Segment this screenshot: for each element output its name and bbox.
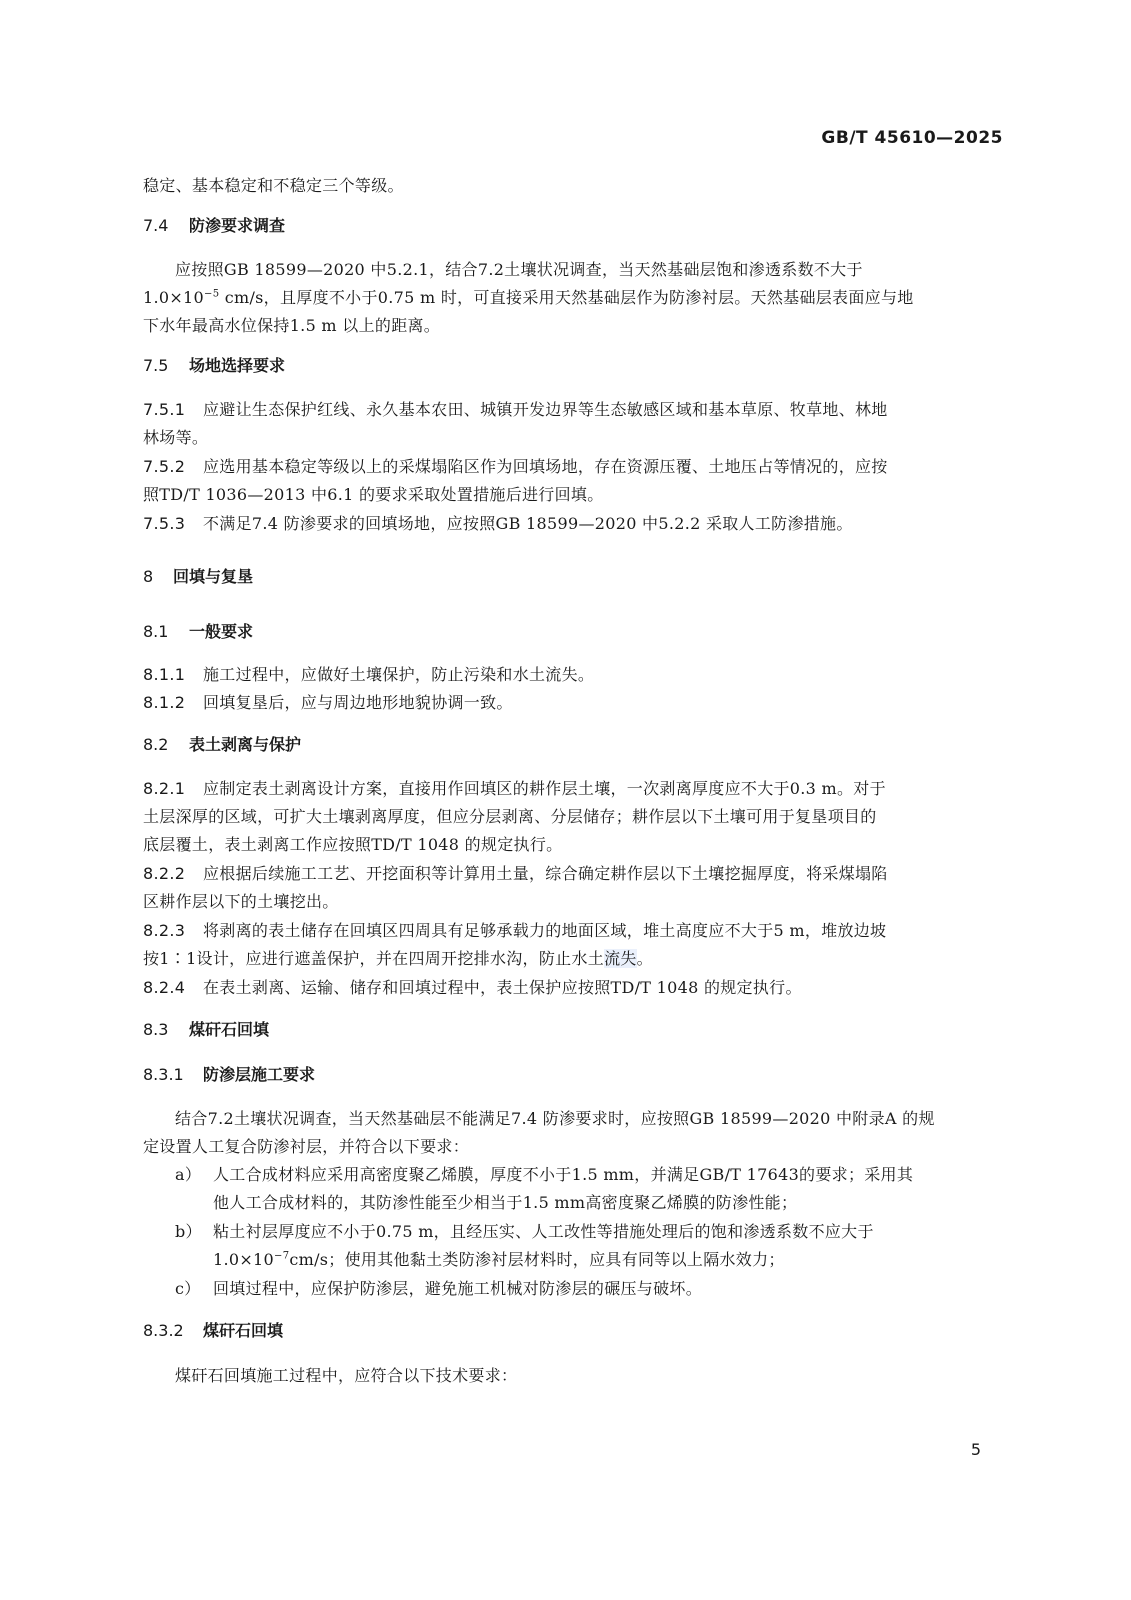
chapter-title: 回填与复垦 — [173, 567, 254, 586]
section-8-3-heading — [143, 1016, 269, 1044]
section-title: 一般要求 — [189, 622, 254, 641]
continued-paragraph: 稳定、基本稳定和不稳定三个等级。 — [143, 176, 404, 195]
paragraph-line: 应按照GB 18599—2020 中5.2.1，结合7.2土壤状况调查，当天然基础层饱和渗透系数不大于 — [175, 260, 863, 279]
section-8-3-2-heading — [143, 1317, 283, 1345]
paragraph-line: 底层覆土，表土剥离工作应按照TD/T 1048 的规定执行。 — [143, 835, 563, 854]
section-title: 煤矸石回填 — [203, 1321, 284, 1340]
section-number: 7.4 — [143, 216, 169, 235]
section-title: 防渗层施工要求 — [203, 1065, 316, 1084]
paragraph-line: 土层深厚的区域，可扩大土壤剥离厚度，但应分层剥离、分层储存；耕作层以下土壤可用于复垦项目的 — [143, 807, 877, 826]
list-item-c: c） 回填过程中，应保护防渗层，避免施工机械对防渗层的碾压与破坏。 — [175, 1279, 703, 1298]
paragraph-line: 定设置人工复合防渗衬层，并符合以下要求： — [143, 1137, 470, 1156]
section-title: 表土剥离与保护 — [189, 735, 302, 754]
section-title: 防渗要求调查 — [189, 216, 286, 235]
paragraph-line: $1.0\times 10^{-5}$ cm/s，且厚度不小于0.75 m 时，可直接采用天然基础层作为防渗衬层。天然基础层表面应与地 — [143, 288, 914, 307]
section-title: 煤矸石回填 — [189, 1020, 270, 1039]
paragraph-line: $1.0\times 10^{-7}cm/s$；使用其他黏土类防渗衬层材料时，应具有同等以上隔水效力； — [213, 1250, 785, 1269]
clause-8-1-2: 8.1.2 回填复垦后，应与周边地形地貌协调一致。 — [143, 693, 513, 712]
paragraph-line: 煤矸石回填施工过程中，应符合以下技术要求： — [175, 1366, 518, 1385]
clause-7-5-3: 7.5.3 不满足7.4 防渗要求的回填场地，应按照GB 18599—2020 中5.2.2 采取人工防渗措施。 — [143, 514, 853, 533]
paragraph-line: 林场等。 — [143, 428, 209, 447]
list-item-b: b） 粘土衬层厚度应不小于0.75 m，且经压实、人工改性等措施处理后的饱和渗透系数不应大于 — [175, 1222, 874, 1241]
clause-8-2-3: 8.2.3 将剥离的表土储存在回填区四周具有足够承载力的地面区域，堆土高度应不大于5 m，堆放边坡 — [143, 921, 887, 940]
paragraph-line: 他人工合成材料的，其防渗性能至少相当于1.5 mm高密度聚乙烯膜的防渗性能； — [213, 1193, 798, 1212]
text-highlight: 流失 — [604, 949, 637, 968]
section-8-3-1-heading — [143, 1061, 315, 1089]
section-number: 8.3.2 — [143, 1321, 184, 1340]
section-title: 场地选择要求 — [189, 356, 286, 375]
paragraph-line: 结合7.2土壤状况调查，当天然基础层不能满足7.4 防渗要求时，应按照GB 18599—2020 中附录A 的规 — [175, 1109, 935, 1128]
section-number: 8.3.1 — [143, 1065, 184, 1084]
clause-8-2-4: 8.2.4 在表土剥离、运输、储存和回填过程中，表土保护应按照TD/T 1048 的规定执行。 — [143, 978, 802, 997]
section-8-1-heading — [143, 618, 253, 646]
section-7-4-heading — [143, 212, 285, 240]
paragraph-line: 照TD/T 1036—2013 中6.1 的要求采取处置措施后进行回填。 — [143, 485, 604, 504]
paragraph-line: 按1∶1设计，应进行遮盖保护，并在四周开挖排水沟，防止水土流失。 — [143, 949, 653, 968]
page-number: 5 — [970, 1440, 981, 1459]
paragraph-line: 区耕作层以下的土壤挖出。 — [143, 892, 339, 911]
section-7-5-heading — [143, 352, 285, 380]
clause-7-5-1: 7.5.1 应避让生态保护红线、永久基本农田、城镇开发边界等生态敏感区域和基本草原、牧草地、林地 — [143, 400, 888, 419]
list-item-a: a） 人工合成材料应采用高密度聚乙烯膜，厚度不小于1.5 mm，并满足GB/T 17643的要求；采用其 — [175, 1165, 914, 1184]
section-8-2-heading — [143, 731, 301, 759]
clause-8-2-1: 8.2.1 应制定表土剥离设计方案，直接用作回填区的耕作层土壤，一次剥离厚度应不大于0.3 m。对于 — [143, 779, 886, 798]
section-number: 7.5 — [143, 356, 169, 375]
clause-7-5-2: 7.5.2 应选用基本稳定等级以上的采煤塌陷区作为回填场地，存在资源压覆、土地压占等情况的，应按 — [143, 457, 888, 476]
chapter-number: 8 — [143, 567, 154, 586]
section-number: 8.3 — [143, 1020, 169, 1039]
clause-8-2-2: 8.2.2 应根据后续施工工艺、开挖面积等计算用土量，综合确定耕作层以下土壤挖掘厚度，将采煤塌陷 — [143, 864, 888, 883]
standard-code: GB/T 45610—2025 — [821, 128, 1003, 148]
section-number: 8.2 — [143, 735, 169, 754]
clause-8-1-1: 8.1.1 施工过程中，应做好土壤保护，防止污染和水土流失。 — [143, 665, 595, 684]
paragraph-line: 下水年最高水位保持1.5 m 以上的距离。 — [143, 316, 441, 335]
chapter-8-heading — [143, 563, 253, 591]
section-number: 8.1 — [143, 622, 169, 641]
